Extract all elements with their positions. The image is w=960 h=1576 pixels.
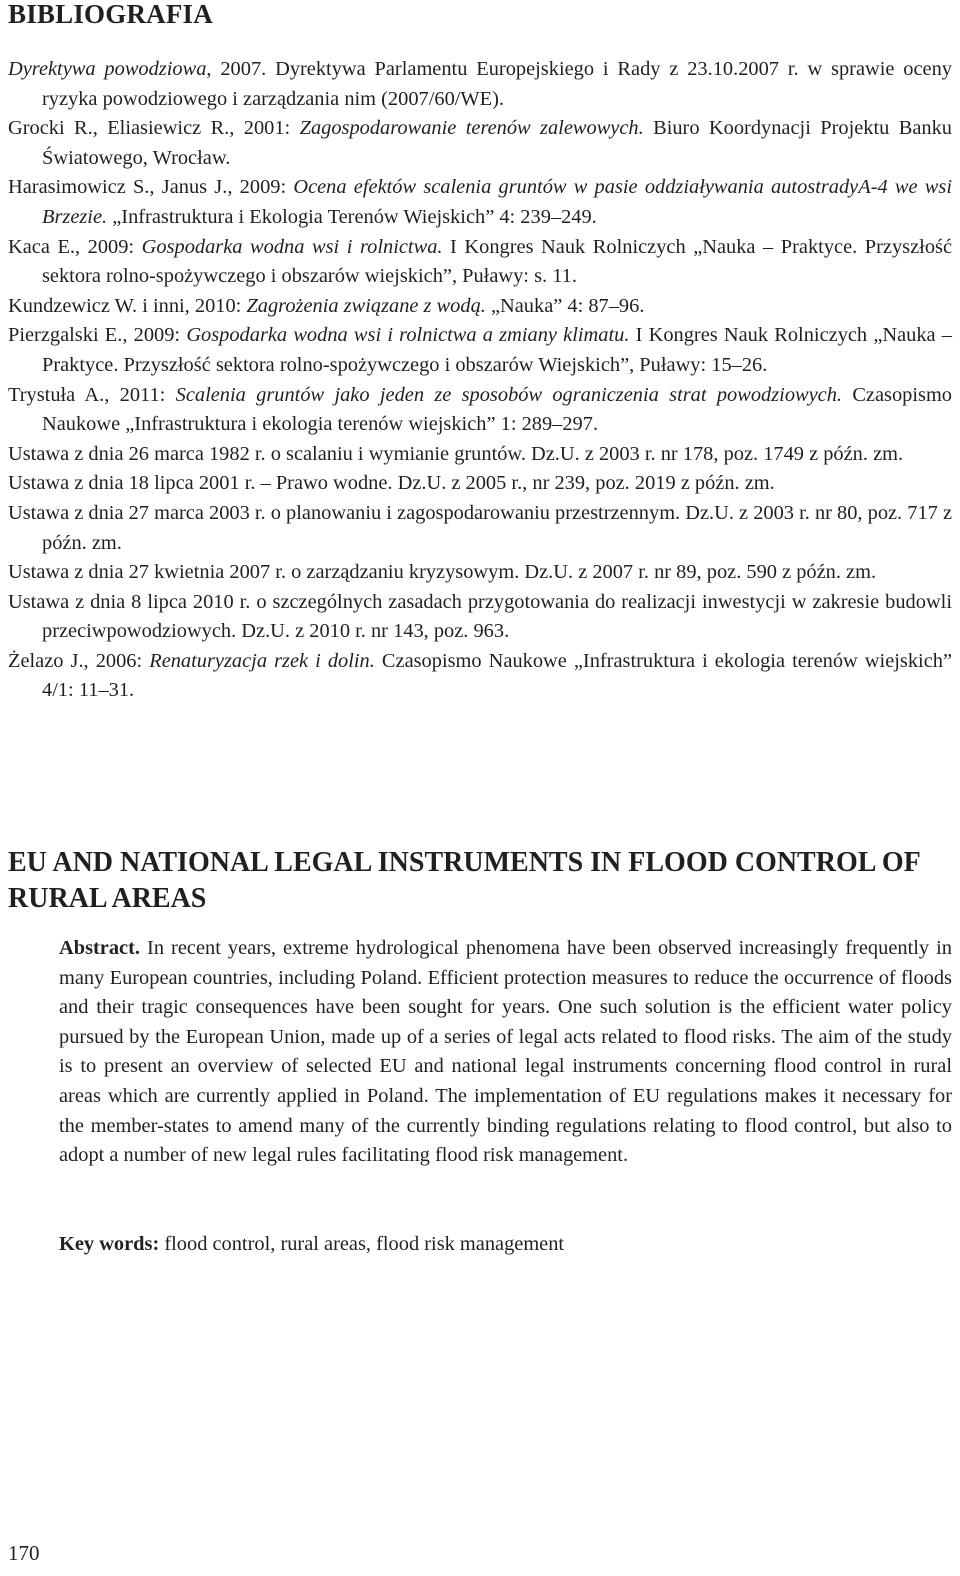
keywords-label: Key words: (59, 1233, 160, 1255)
entry-text: I Kongres Nauk Rolniczych „Nauka – Praktyce. Przyszłość sektora rolno-spożywczego i obszarów Wiejskich”, Puławy: 15–26. (42, 324, 952, 376)
keywords-text: flood control, rural areas, flood risk management (159, 1233, 565, 1255)
entry-text: Ustawa z dnia 26 marca 1982 r. o scalaniu i wymianie gruntów. Dz.U. z 2003 r. nr 178, poz. 1749 z późn. zm. (8, 442, 904, 465)
entry-text: „Infrastruktura i Ekologia Terenów Wiejskich” 4: 239–249. (107, 205, 597, 228)
bibliography-entry (8, 440, 952, 470)
bibliography-entry (8, 173, 952, 232)
entry-text: Grocki R., Eliasiewicz R., 2001: (8, 117, 300, 140)
bibliography-entry (8, 588, 952, 647)
abstract-paragraph (59, 934, 952, 1171)
entry-title-italic: Gospodarka wodna wsi i rolnictwa a zmiany klimatu. (186, 324, 630, 347)
entry-text: Trystuła A., 2011: (8, 383, 176, 406)
bibliography-entry (8, 114, 952, 173)
entry-title-italic: Renaturyzacja rzek i dolin. (149, 649, 375, 672)
english-title: EU AND NATIONAL LEGAL INSTRUMENTS IN FLOOD CONTROL OF RURAL AREAS (8, 847, 920, 914)
entry-text: I Kongres Nauk Rolniczych „Nauka – Praktyce. Przyszłość sektora rolno-spożywczego i obszarów wiejskich”, Puławy: s. 11. (42, 235, 953, 288)
entry-text: Żelazo J., 2006: (8, 649, 150, 672)
entry-title-italic: Scalenia gruntów jako jeden ze sposobów ograniczenia strat powodziowych. (175, 383, 843, 406)
entry-text: Pierzgalski E., 2009: (8, 324, 187, 347)
abstract-label: Abstract. (59, 937, 140, 959)
bibliography-entry (8, 55, 952, 114)
entry-text: Ustawa z dnia 27 marca 2003 r. o planowaniu i zagospodarowaniu przestrzennym. Dz.U. z 2003 r. nr 80, poz. 717 z późn. zm. (8, 501, 952, 554)
bibliography-entry (8, 499, 952, 558)
bibliography-entry (8, 647, 952, 706)
entry-title-italic: Zagospodarowanie terenów zalewowych. (299, 117, 644, 140)
abstract-text: In recent years, extreme hydrological phenomena have been observed increasingly frequently in many European countries, including Poland. Efficient protection measures to reduce the occurrence of floods and their tragic consequences have been sought for years. One such solution is the efficient water policy pursued by the European Union, made up of a series of legal acts related to flood risks. The aim of the study is to present an overview of selected EU and national legal instruments concerning flood control in rural areas which are currently applied in Poland. The implementation of EU regulations makes it necessary for the member-states to amend many of the currently binding regulations relating to flood control, but also to adopt a number of new legal rules facilitating flood risk management. (59, 937, 952, 1167)
bibliography-heading: BIBLIOGRAFIA (8, 0, 213, 29)
entry-title-italic: Dyrektywa powodziowa (8, 58, 207, 80)
entry-text: Kundzewicz W. i inni, 2010: (8, 294, 247, 317)
page-number: 170 (8, 1541, 40, 1565)
entry-text: Czasopismo Naukowe „Infrastruktura i ekologia terenów wiejskich” 4/1: 11–31. (42, 649, 952, 702)
entry-text: „Nauka” 4: 87–96. (485, 294, 645, 317)
bibliography-entry (8, 321, 952, 380)
entry-text: Ustawa z dnia 18 lipca 2001 r. – Prawo wodne. Dz.U. z 2005 r., nr 239, poz. 2019 z późn. zm. (8, 472, 775, 495)
keywords-paragraph (59, 1230, 952, 1260)
bibliography-entry (8, 233, 952, 292)
entry-text: Kaca E., 2009: (8, 235, 142, 258)
entry-text: Czasopismo Naukowe „Infrastruktura i ekologia terenów wiejskich” 1: 289–297. (42, 383, 953, 436)
bibliography-entry (8, 292, 952, 322)
entry-text: Ustawa z dnia 27 kwietnia 2007 r. o zarządzaniu kryzysowym. Dz.U. z 2007 r. nr 89, poz. 590 z późn. zm. (8, 561, 877, 584)
entry-text: Ustawa z dnia 8 lipca 2010 r. o szczególnych zasadach przygotowania do realizacji inwestycji w zakresie budowli przeciwpowodziowych. Dz.U. z 2010 r. nr 143, poz. 963. (8, 590, 952, 643)
entry-title-italic: Gospodarka wodna wsi i rolnictwa. (141, 235, 443, 258)
bibliography-entry (8, 469, 952, 499)
entry-text: Harasimowicz S., Janus J., 2009: (8, 176, 294, 199)
entry-text: Biuro Koordynacji Projektu Banku Światowego, Wrocław. (42, 117, 952, 169)
entry-title-italic: Ocena efektów scalenia gruntów w pasie oddziaływania autostradyA-4 we wsi Brzezie. (42, 176, 952, 228)
bibliography-entry (8, 558, 952, 588)
entry-title-italic: Zagrożenia związane z wodą. (246, 294, 486, 317)
bibliography-entry (8, 381, 952, 440)
entry-text: , 2007. Dyrektywa Parlamentu Europejskiego i Rady z 23.10.2007 r. w sprawie oceny ryzyka powodziowego i zarządzania nim (2007/60/WE). (42, 58, 952, 110)
bibliography-list (8, 55, 952, 706)
